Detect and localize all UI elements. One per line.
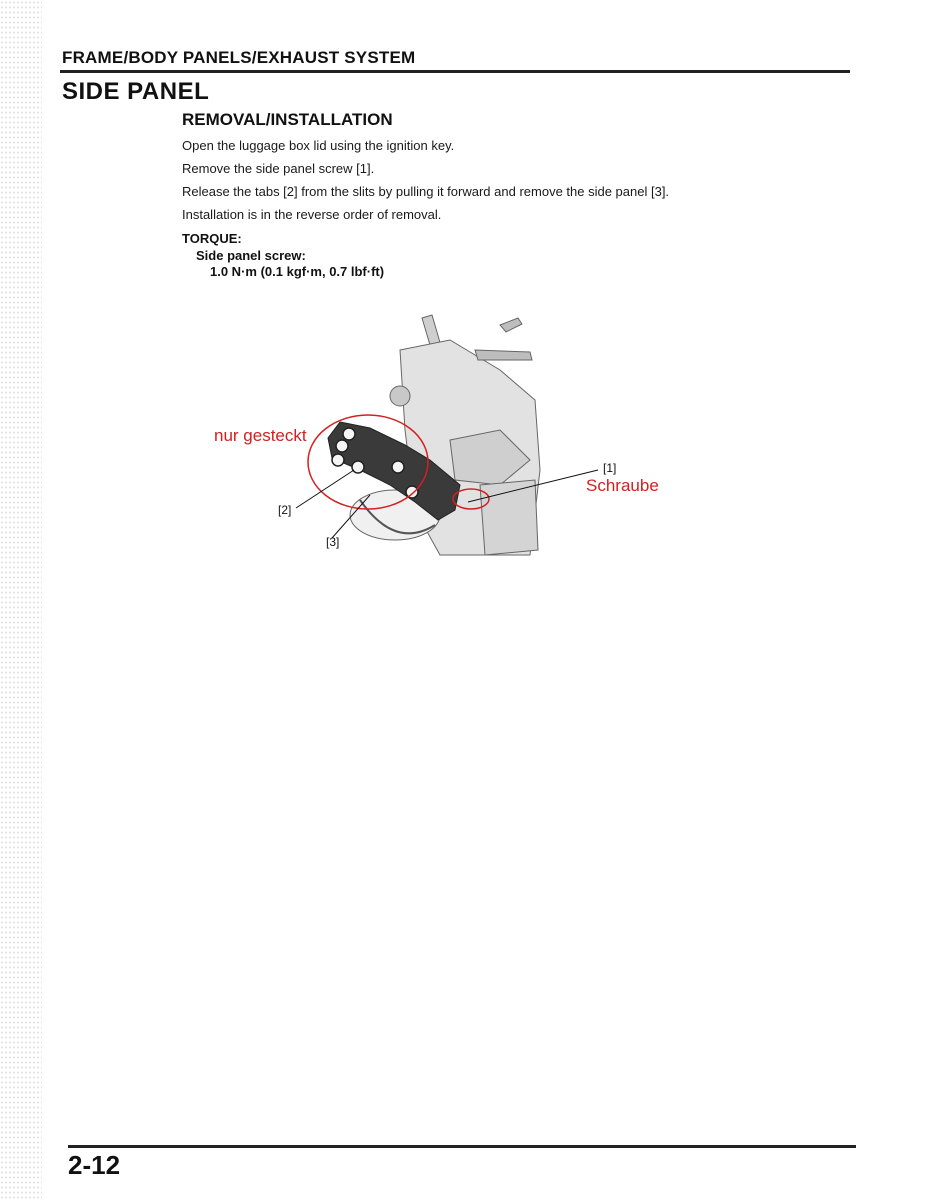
callout-screw: [1]	[603, 461, 617, 475]
callout-panel: [3]	[326, 535, 340, 549]
step-3: Release the tabs [2] from the slits by pulling it forward and remove the side panel [3].	[182, 184, 670, 199]
chapter-header: FRAME/BODY PANELS/EXHAUST SYSTEM	[62, 48, 416, 67]
torque-label: TORQUE:	[182, 231, 242, 246]
step-2: Remove the side panel screw [1].	[182, 161, 375, 176]
annotation-tabs-note: nur gesteckt	[214, 426, 307, 445]
annotation-screw-note: Schraube	[586, 476, 659, 495]
step-1: Open the luggage box lid using the ignition key.	[182, 138, 455, 153]
step-4: Installation is in the reverse order of removal.	[182, 207, 442, 222]
page-number: 2-12	[68, 1150, 121, 1180]
callout-tabs: [2]	[278, 503, 292, 517]
scan-edge-noise	[0, 0, 42, 1200]
torque-value: 1.0 N·m (0.1 kgf·m, 0.7 lbf·ft)	[210, 264, 385, 279]
torque-item: Side panel screw:	[196, 248, 306, 263]
header-rule	[60, 70, 850, 73]
footer-rule	[68, 1145, 856, 1148]
side-panel-figure	[200, 310, 680, 560]
section-title: SIDE PANEL	[62, 78, 210, 105]
subsection-title: REMOVAL/INSTALLATION	[182, 110, 393, 129]
